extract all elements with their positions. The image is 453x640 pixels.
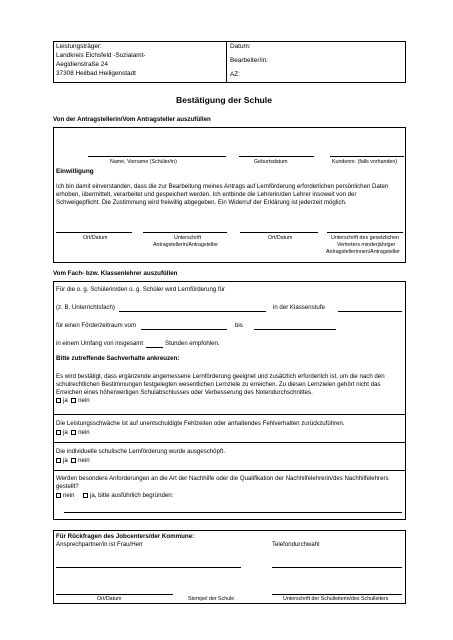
sig4-line [327, 232, 403, 233]
period-from-field[interactable] [141, 329, 227, 330]
s2-line1: Für die o. g. Schülerin/den o. g. Schüler wird Lernförderung für [56, 286, 226, 293]
sig4-sub2: Antragstellerinnen/Antragsteller [326, 249, 400, 255]
s2-period-label: für einen Förderzeitraum vom [56, 322, 136, 329]
sig4-label: Unterschrift des gesetzlichen [331, 235, 400, 241]
q3-nein-checkbox[interactable] [71, 458, 76, 463]
q4-nein-label: nein [63, 492, 75, 499]
q2-ja-checkbox[interactable] [56, 430, 61, 435]
sig1-label: Ort/Datum [83, 235, 108, 241]
q-divider-3 [53, 470, 406, 471]
period-to-field[interactable] [254, 329, 336, 330]
q2-nein-label: nein [78, 429, 90, 436]
section3-heading: Für Rückfragen des Jobcenters/der Kommune: [56, 533, 195, 540]
s3-sig1-line [56, 594, 173, 595]
q2-text: Die Leistungsschwäche ist auf unentschuldigte Fehlzeiten oder anhaltendes Fehlverhalten zurückzuführen. [56, 420, 345, 427]
birthdate-label: Geburtsdatum [254, 159, 288, 165]
q3-ja-label: ja [63, 457, 68, 464]
q4-reason-field[interactable] [64, 512, 402, 513]
einwilligung-heading: Einwilligung [56, 168, 94, 175]
q4-nein-checkbox[interactable] [56, 493, 61, 498]
q2-options [56, 429, 90, 436]
sig2-line [143, 232, 227, 233]
section2-heading: Vom Fach- bzw. Klassenlehrer auszufüllen [53, 270, 178, 277]
subject-field[interactable] [119, 311, 266, 312]
q3-options [56, 457, 90, 464]
s2-hours-label: in einem Umfang von insgesamt [56, 340, 144, 347]
header-divider [226, 41, 227, 83]
class-field[interactable] [338, 311, 402, 312]
q4-ja-checkbox[interactable] [83, 493, 88, 498]
header-line-3: Aegidienstraße 24 [56, 61, 108, 68]
birthdate-line [239, 156, 314, 157]
s3-sig3-line [272, 594, 402, 595]
q1-ja-checkbox[interactable] [56, 398, 61, 403]
q2-ja-label: ja [63, 429, 68, 436]
s2-subject-label: (z. B. Unterrichtsfach) [56, 304, 115, 311]
q-divider-2 [53, 442, 406, 443]
s2-hours-suffix: Stunden empfohlen. [165, 340, 220, 347]
phone-field[interactable] [272, 567, 402, 568]
q4-ja-label: ja, bitte ausführlich begründen: [90, 492, 174, 499]
kundennr-line [330, 156, 404, 157]
q-divider-1 [53, 414, 406, 415]
hours-field[interactable] [146, 347, 163, 348]
sig4-sub1: Vertreters minderjähriger [337, 242, 396, 248]
s3-sig3-label: Unterschrift der Schulleiterin/des Schulleiters [283, 596, 389, 602]
header-line-2: Landkreis Eichsfeld -Sozialamt- [56, 52, 146, 59]
page-title: Bestätigung der Schule [176, 95, 272, 105]
sig2-sub: Antragstellerin/Antragsteller [153, 242, 219, 248]
sig2-label: Unterschrift [174, 235, 202, 241]
sig1-line [56, 232, 132, 233]
datum-label: Datum: [230, 43, 251, 50]
q3-nein-label: nein [78, 457, 90, 464]
q1-text: Es wird bestätigt, dass ergänzende angemessene Lernförderung geeignet und zusätzlich erforderlich ist, um die nach den schulrechtlichen Bestimmungen festgelegten wesentlichen Lernziele zu erreichen. Zu diesen Lernzielen gehört nicht das Erreichen eines höherwertigen Schulabschlusses oder Verbesserung des Notendurchschnittes. [56, 373, 385, 397]
s2-sub-heading: Bitte zutreffende Sachverhalte ankreuzen: [56, 355, 180, 362]
s3-sig2-label: Stempel der Schule [188, 596, 235, 602]
q3-text: Die individuelle schulische Lernförderung wurde ausgeschöpft. [56, 448, 226, 455]
s2-class-label: in der Klassenstufe [273, 304, 325, 311]
einwilligung-text: Ich bin damit einverstanden, dass die zur Bearbeitung meines Antrags auf Lernförderung erforderlichen persönlichen Daten erhoben, übermittelt, verarbeitet und gespeichert werden. Ich entbinde die Lehrerin/den Lehrer insoweit von der Schweigepflicht. Die Zustimmung wird freiwillig abgegeben. Ein Widerruf der Erklärung ist jederzeit möglich. [56, 183, 389, 207]
az-label: AZ: [230, 71, 240, 78]
sig3-line [240, 232, 318, 233]
q1-nein-label: nein [78, 397, 90, 404]
q2-nein-checkbox[interactable] [71, 430, 76, 435]
contact-field[interactable] [56, 567, 241, 568]
q4-text: Werden besondere Anforderungen an die Art der Nachhilfe oder die Qualifikation der Nachhilfelehrerin/des Nachhilfelehrers gestellt? [56, 475, 389, 491]
q1-options [56, 397, 90, 404]
sig3-label: Ort/Datum [268, 235, 293, 241]
kundennr-label: Kundennr. (falls vorhanden) [332, 159, 398, 165]
q1-ja-label: ja [63, 397, 68, 404]
phone-label: Telefondurchwahl [272, 541, 320, 548]
q1-nein-checkbox[interactable] [71, 398, 76, 403]
name-line [88, 156, 226, 157]
bearbeiter-label: Bearbeiter/in: [230, 57, 269, 64]
header-line-1: Leistungsträger: [56, 43, 102, 50]
contact-label: Ansprechpartner/in ist Frau/Herr [56, 541, 144, 548]
s3-sig1-label: Ort/Datum [97, 596, 122, 602]
name-label: Name, Vorname (Schüler/in) [110, 159, 177, 165]
q4-options [56, 492, 173, 499]
q3-ja-checkbox[interactable] [56, 458, 61, 463]
header-line-4: 37308 Heilbad Heiligenstadt [56, 70, 136, 77]
s2-bis-label: bis [235, 322, 243, 329]
section1-heading: Von der Antragstellerin/Vom Antragsteller auszufüllen [53, 116, 211, 123]
